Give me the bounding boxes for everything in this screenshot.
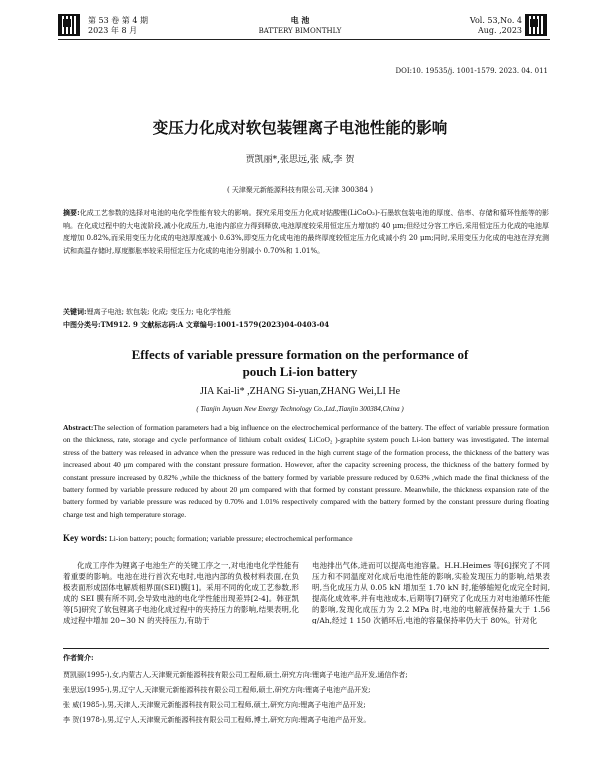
abstract-en-label: Abstract: <box>63 423 94 432</box>
title-en-line1: Effects of variable pressure formation on the performance of <box>131 347 469 362</box>
footnote-item: 张思远(1995-),男,辽宁人,天津聚元新能源科技有限公司工程师,硕士,研究方向:锂离子电池产品开发; <box>63 686 371 694</box>
footnote-rule <box>63 648 549 649</box>
date-line: 2023 年 8 月 <box>88 26 138 35</box>
journal-name-cn: 电 池 <box>290 16 310 25</box>
body-left-column: 化成工序作为锂离子电池生产的关键工序之一,对电池电化学性能有着重要的影响。电池在进行首次充电时,电池内部的负极材料表面,在负极表面形成固体电解质相界面(SEI)膜[1]。采用不同的化成工艺参数,形成的 SEI 膜有所不同,会导致电池的电化学性能出现差异[2-4]。韩亚凯等[5]研究了软包锂离子电池化成过程中的夹持压力的影响,结果表明,化成过程中增加 20~30 N 的夹持压力,有助于 <box>63 561 299 624</box>
header-rule <box>58 39 550 40</box>
footnote-item: 贾凯丽(1995-),女,内蒙古人,天津聚元新能源科技有限公司工程师,硕士,研究方向:锂离子电池产品开发,通信作者; <box>63 671 408 679</box>
abstract-cn <box>63 207 549 257</box>
footnote-item: 李 贺(1978-),男,辽宁人,天津聚元新能源科技有限公司工程师,博士,研究方向:锂离子电池产品开发。 <box>63 716 371 724</box>
title-en-line2: pouch Li-ion battery <box>242 364 358 379</box>
authors-cn: 贾凯丽*,张思远,张 威,李 贺 <box>245 155 355 165</box>
affiliation-cn: ( 天津聚元新能源科技有限公司,天津 300384 ) <box>226 186 374 194</box>
title-en <box>0 346 600 380</box>
volume-line-en: Vol. 53,No. 4 <box>469 16 522 25</box>
title-cn: 变压力化成对软包装锂离子电池性能的影响 <box>152 119 448 137</box>
keywords-cn <box>63 306 549 319</box>
doi: DOI:10. 19535/j. 1001-1579. 2023. 04. 011 <box>395 67 548 75</box>
keywords-en <box>63 532 549 545</box>
body-right-column: 电池排出气体,进而可以提高电池容量。H.H.Heimes 等[6]探究了不同压力和不同温度对化成后电池性能的影响,实验发现压力的影响,结果表明,当化成压力从 0.05 kN 增加至 1.70 kN 时,能够缩短化成完全时间,提高化成效率,并有电池成本,后期等[7]研究了化成压力对电池循环性能的影响,发现化成压力为 2.2 MPa 时,电池的电解液保持量大于 1.56 g/Ah,经过 1 150 次循环后,电池的容量保持率仍大于 80%。针对化 <box>312 561 550 624</box>
footnote-label: 作者简介: <box>63 653 94 662</box>
keywords-cn-text: 锂离子电池; 软包装; 化成; 变压力; 电化学性能 <box>86 308 231 316</box>
authors-en: JIA Kai-li* ,ZHANG Si-yuan,ZHANG Wei,LI He <box>199 386 401 397</box>
footnote-list <box>63 668 549 728</box>
abstract-en <box>63 422 549 521</box>
keywords-cn-label: 关键词: <box>63 307 87 316</box>
affiliation-en: ( Tianjin Juyuan New Energy Technology Co.,Ltd.,Tianjin 300384,China ) <box>196 405 404 413</box>
classification-cn: 中图分类号:TM912. 9 文献标志码:A 文章编号:1001-1579(2023)04-0403-04 <box>63 320 330 329</box>
abstract-cn-label: 摘要: <box>63 208 80 217</box>
keywords-en-text: Li-ion battery; pouch; formation; variable pressure; electrochemical performance <box>109 534 353 543</box>
issue-info-en <box>470 16 522 36</box>
date-line-en: Aug. ,2023 <box>477 26 522 35</box>
journal-name-en: BATTERY BIMONTHLY <box>258 27 342 35</box>
abstract-en-text: The selection of formation parameters had a big influence on the electrochemical performance of the battery. The effect of variable pressure formation on the thickness, rate, storage and cycle performance of lithium cobalt oxides( LiCoO₂ )-graphite system pouch Li-ion battery was investigated. The internal stress of the battery was released in advance when the pressure was reduced in the high current stage of the formation process, the thickness of the battery was increased about 40 μm compared with the constant pressure formation. However, after the capacity screening process, the thickness of the battery formed by constant pressure increased by 0.82% ,while the thickness of the battery formed by variable pressure reduced by 0.63% ,which made the final thickness of the battery formed by variable pressure reduced by about 20 μm compared with that formed by constant pressure. Meanwhile, the thickness expansion rate of the battery formed by variable pressure was reduced by 0.70% and 1.01% respectively compared with the battery formed by the constant pressure during floating charge test and high temperature storage. <box>63 423 549 519</box>
volume-line: 第 53 卷 第 4 期 <box>88 16 148 25</box>
footnote-item: 张 威(1985-),男,天津人,天津聚元新能源科技有限公司工程师,硕士,研究方向:锂离子电池产品开发; <box>63 701 366 709</box>
keywords-en-label: Key words: <box>63 533 108 543</box>
abstract-cn-text: 化成工艺参数的选择对电池的电化学性能有较大的影响。探究采用变压力化成对钴酸锂(LiCoO₂)-石墨软包装电池的厚度、倍率、存储和循环性能等的影响。在化成过程中的大电流阶段,减小化成压力,电池内部应力得到释放,电池厚度较采用恒定压力增加约 40 μm;但经过分容工序后,采用恒定压力化成的电池厚度增加 0.82%,而采用变压力化成的电池厚度减小 0.63%,即变压力化成电池的最终厚度较恒定压力化成减小约 20 μm;同时,采用变压力化成的电池在浮充测试和高温存储时,厚度膨胀率较采用恒定压力化成的电池分别减小 0.70%和 1.01%。 <box>63 209 549 255</box>
